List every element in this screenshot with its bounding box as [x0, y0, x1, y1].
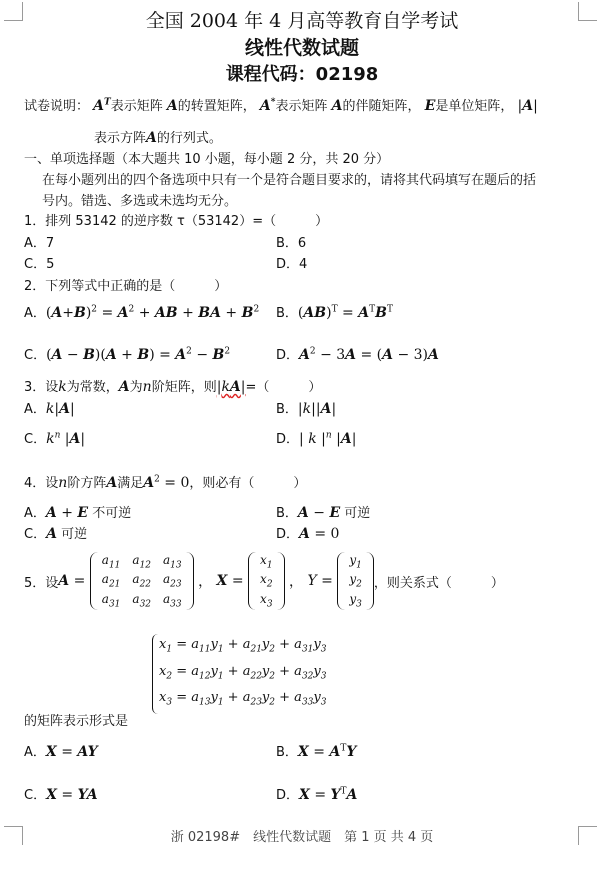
section-title: 一、单项选择题（本大题共 10 小题，每小题 2 分，共 20 分）	[24, 152, 390, 167]
q5-option-a: A．X = AY	[24, 744, 98, 760]
q2-option-d: D．$A^2 - 3A = (A - 3)A$	[276, 346, 439, 363]
instructions-line1: 试卷说明： $A^T$表示矩阵 A的转置矩阵， A*表示矩阵 A的伴随矩阵， E是单位矩阵， |A|	[24, 97, 538, 114]
subject-title: 线性代数试题	[244, 37, 359, 59]
q1-option-c: C．5	[24, 257, 55, 272]
q3-option-d: D．| k $|^n$ |A|	[276, 430, 357, 447]
q3-option-b: B．|k||A|	[276, 401, 337, 417]
q5-option-b: B．$X = A^TY$	[276, 743, 357, 760]
course-code: 课程代码：02198	[225, 64, 379, 85]
q4-option-a: A．A + E 不可逆	[24, 505, 132, 521]
q3-option-c: C．$k^n$ |A|	[24, 430, 86, 447]
q5-stem: 5．设 A = $a_{11}$ $a_{12}$ $a_{13}$ $a_{21}$ $a_{22}$ $a_{23}$ $a_{31}$ $a_{32}$ $a_{33}$ ， X = $x_1$ $x_2$ $x_3$ ， Y = $y_1$ $y_2$ $y_3$ ，则关系式（ ）	[24, 553, 504, 610]
q1-option-b: B．6	[276, 236, 307, 251]
instructions-line2: 表示方阵A的行列式。	[94, 130, 222, 146]
q5-tail: 的矩阵表示形式是	[24, 714, 129, 729]
q5-option-d: D．$X = Y^TA$	[276, 786, 358, 803]
q2-option-c: C．$(A - B)(A + B) = A^2 - B^2$	[24, 346, 231, 363]
q4-option-b: B．A − E 可逆	[276, 505, 371, 521]
q4-stem: 4．设n阶方阵A满足$A^2 = 0$，则必有（ ）	[24, 474, 307, 491]
q3-stem: 3．设k为常数，A为n阶矩阵，则|kA|=（ ）	[24, 379, 322, 395]
q5-option-c: C．X = YA	[24, 787, 98, 803]
q2-stem: 2．下列等式中正确的是（ ）	[24, 279, 228, 294]
q1-stem: 1．排列 53142 的逆序数 τ（53142）=（ ）	[24, 214, 329, 229]
page-footer: 浙 02198# 线性代数试题 第 1 页 共 4 页	[170, 830, 434, 845]
q2-option-a: A．$(A+B)^2 = A^2$ + AB + BA + $B^2$	[24, 304, 260, 321]
section-desc-2: 号内。错选、多选或未选均无分。	[42, 194, 238, 209]
q4-option-d: D．A = 0	[276, 526, 340, 542]
q1-option-d: D．4	[276, 257, 308, 272]
exam-title: 全国 2004 年 4 月高等教育自学考试	[145, 10, 459, 32]
section-desc-1: 在每小题列出的四个备选项中只有一个是符合题目要求的，请将其代码填写在题后的括	[42, 173, 537, 188]
q2-option-b: B．$(AB)^T = A^TB^T$	[276, 304, 393, 321]
equation-system: $x_1 = a_{11}y_1 + a_{21}y_2 + a_{31}y_3$ $x_2 = a_{12}y_1 + a_{22}y_2 + a_{32}y_3$ $x_3 = a_{13}y_1 + a_{23}y_2 + a_{33}y_3$	[152, 634, 326, 714]
vector-y: $y_1$ $y_2$ $y_3$	[337, 552, 374, 610]
matrix-a: $a_{11}$ $a_{12}$ $a_{13}$ $a_{21}$ $a_{22}$ $a_{23}$ $a_{31}$ $a_{32}$ $a_{33}$	[90, 552, 194, 610]
q3-option-a: A．k|A|	[24, 401, 75, 417]
q1-option-a: A．7	[24, 236, 55, 251]
vector-x: $x_1$ $x_2$ $x_3$	[248, 552, 285, 610]
q4-option-c: C．A 可逆	[24, 526, 88, 542]
